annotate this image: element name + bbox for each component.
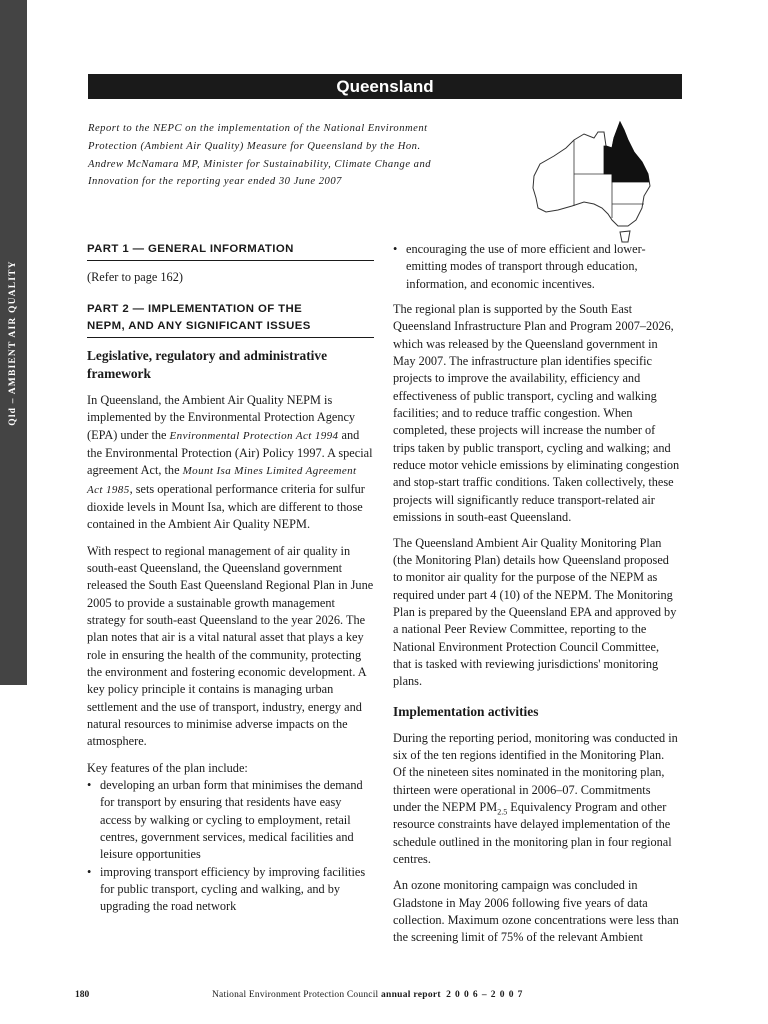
australia-map-icon xyxy=(528,118,658,248)
part2-heading xyxy=(87,301,374,338)
footer-org: National Environment Protection Council xyxy=(212,990,381,1000)
paragraph-legislation xyxy=(87,392,374,534)
page-footer xyxy=(0,990,768,1004)
para-text: , sets operational performance criteria for sulfur dioxide levels in Mount Isa, which are different to those contained in the Ambient Air Quality NEPM. xyxy=(87,481,365,532)
section-heading: Legislative, regulatory and administrative framework xyxy=(87,347,328,381)
paragraph-infrastructure: The regional plan is supported by the South East Queensland Infrastructure Plan and Program 2007–2026, which was released by the Queensland government in May 2007. The infrastructure plan identifies specific projects to improve the availability, efficiency and effectiveness of public transport, cycling and walking facilities; and to reduce traffic congestion. When completed, these projects will increase the number of trips taken by public transport, cycling and walking; and reduce motor vehicle emissions by eliminating congestion and stop-start traffic conditions. Taken collectively, these projects will significantly reduce transport-related air emissions in south-east Queensland. xyxy=(393,302,680,525)
list-item: • encouraging the use of more efficient and lower-emitting modes of transport through education, information, and economic incentives. xyxy=(393,241,680,293)
footer-report: annual report xyxy=(380,990,441,1000)
part1-heading: PART 1 — GENERAL INFORMATION xyxy=(87,241,374,261)
intro-line: Innovation for the reporting year ended 30 June 2007 xyxy=(88,176,342,188)
part2-heading-line1: PART 2 — IMPLEMENTATION OF THE xyxy=(87,302,303,315)
key-features-list xyxy=(87,777,374,916)
subscript: 2.5 xyxy=(497,807,508,817)
intro-line: Protection (Ambient Air Quality) Measure for Queensland by the Hon. xyxy=(88,140,421,152)
act-name: Mount Isa Mines Limited Agreement Act 1985 xyxy=(87,465,357,496)
intro-line: Report to the NEPC on the implementation of the National Environment xyxy=(88,123,428,134)
key-features-intro: Key features of the plan include: xyxy=(87,760,248,775)
para-text: Equivalency Program and other resource constraints have delayed implementation of the schedule outlined in the monitoring plan in four regional centres. xyxy=(393,799,672,866)
page-number: 180 xyxy=(75,990,90,1000)
left-column xyxy=(87,241,374,916)
paragraph-activities xyxy=(393,730,680,869)
side-tab xyxy=(0,0,27,685)
part2-heading-line2: NEPM, AND ANY SIGNIFICANT ISSUES xyxy=(87,320,311,333)
key-features-list-cont xyxy=(393,241,680,293)
part1-ref: (Refer to page 162) xyxy=(87,269,183,284)
list-item: • developing an urban form that minimises the demand for transport by ensuring that residents have easy access by walking or cycling to employment, retail centres, government services, medical facilities and leisure opportunities xyxy=(87,777,374,864)
para-text: During the reporting period, monitoring was conducted in six of the ten regions identified in the Monitoring Plan. Of the nineteen sites nominated in the monitoring plan, thirteen were operational in 2006–07. Commitments under the NEPM PM xyxy=(393,730,678,814)
footer-title xyxy=(212,990,527,1000)
side-tab-label: Qld – AMBIENT AIR QUALITY xyxy=(8,260,18,426)
paragraph-regional: With respect to regional management of air quality in south-east Queensland, the Queensland government released the South East Queensland Regional Plan in June 2005 to provide a sustainable growth management strategy for south-east Queensland to the year 2026. The plan notes that air is a vital natural asset that plays a key role in ensuring the health of the community, protecting the environment and fostering economic development. A key policy principle it contains is managing urban settlement and the use of transport, industry, energy and natural resources to minimise adverse impacts on the atmosphere. xyxy=(87,543,374,749)
para-text: In Queensland, the Ambient Air Quality NEPM is implemented by the Environmental Protection Agency (EPA) under the xyxy=(87,392,356,442)
para-text: and the Environmental Protection (Air) Policy 1997. A special agreement Act, the xyxy=(87,427,373,478)
page-title: Queensland xyxy=(88,74,682,99)
act-name: Environmental Protection Act 1994 xyxy=(169,429,339,442)
paragraph-ozone: An ozone monitoring campaign was concluded in Gladstone in May 2006 following five years of data collection. Maximum ozone concentrations were less than the screening limit of 75% of the relevant Ambient xyxy=(393,878,679,945)
intro-line: Andrew McNamara MP, Minister for Sustainability, Climate Change and xyxy=(88,158,432,170)
intro-text xyxy=(88,120,488,191)
right-column xyxy=(393,241,680,947)
section-heading: Implementation activities xyxy=(393,703,539,719)
queensland-region xyxy=(604,122,649,182)
list-item: • improving transport efficiency by improving facilities for public transport, cycling and walking, and by upgrading the road network xyxy=(87,864,374,916)
paragraph-monitoring-plan: The Queensland Ambient Air Quality Monitoring Plan (the Monitoring Plan) details how Queensland proposed to monitor air quality for the purpose of the NEPM as required under part 4 (10) of the NEPM. The Monitoring Plan is prepared by the Queensland EPA and approved by a national Peer Review Committee, reporting to the National Environment Protection Council Committee, that is tasked with reviewing jurisdictions' monitoring plans. xyxy=(393,535,677,689)
footer-year: 2006–2007 xyxy=(446,990,527,1000)
